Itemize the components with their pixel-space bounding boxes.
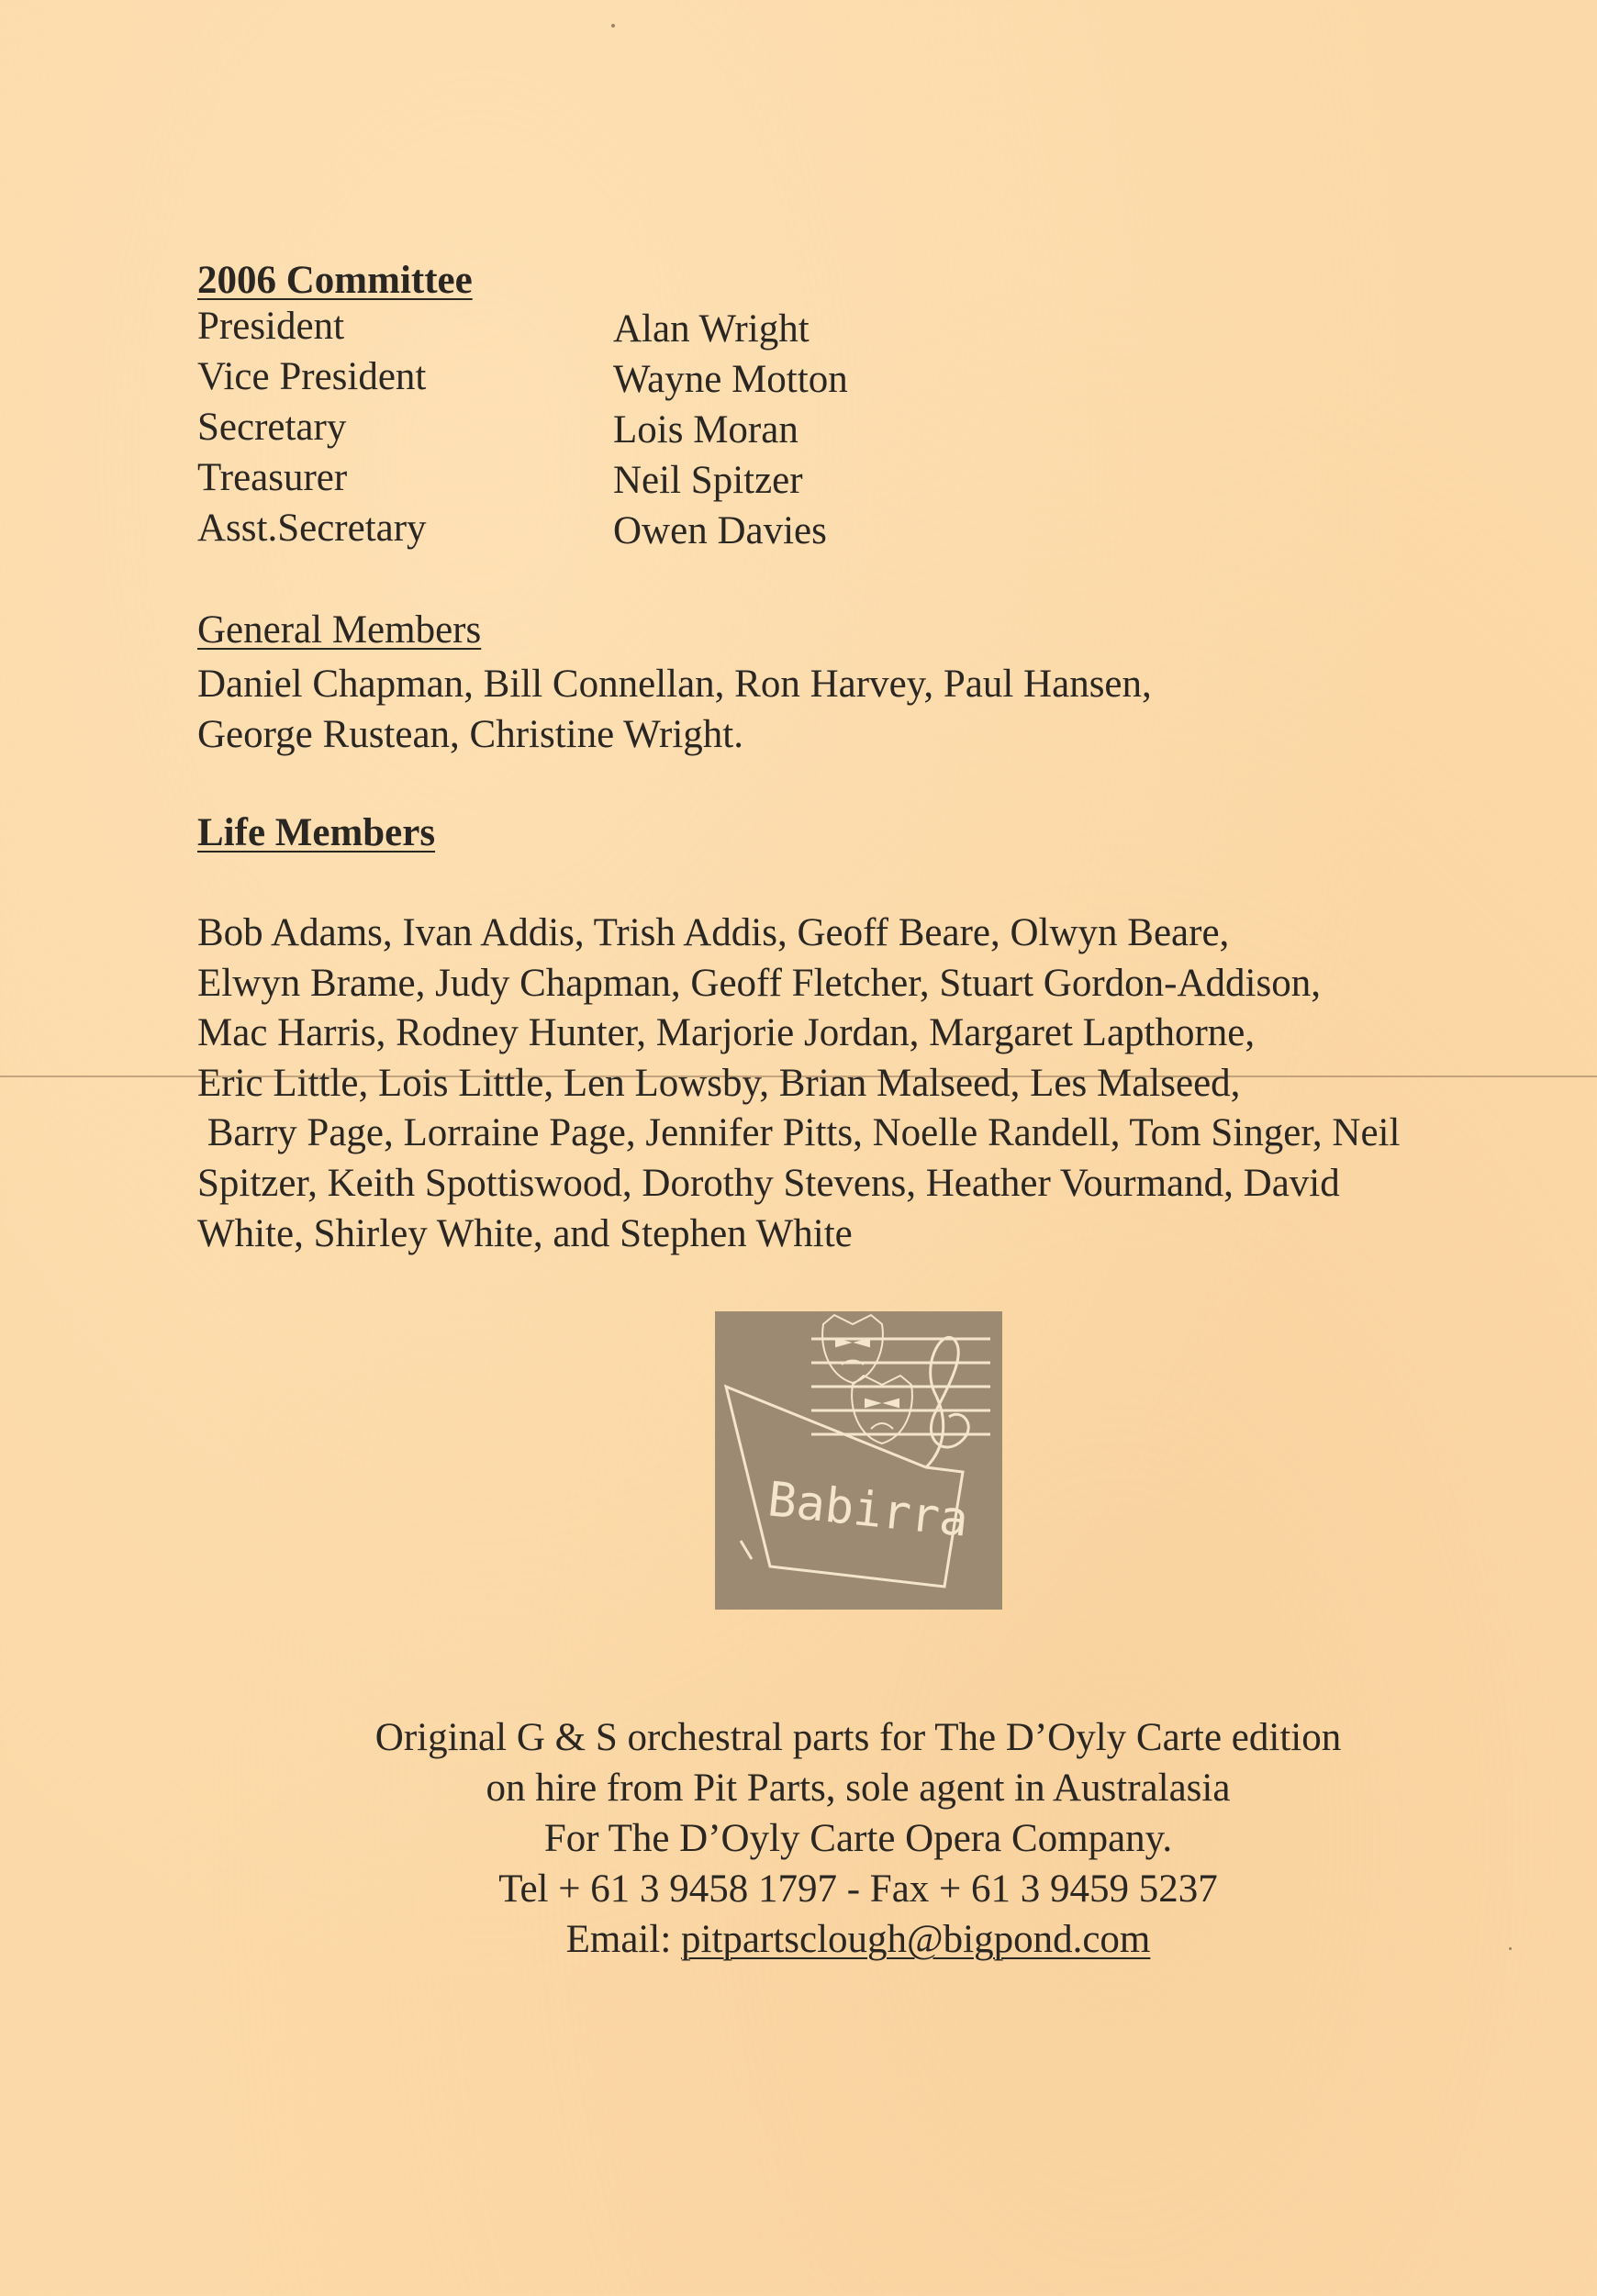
speck (611, 24, 615, 28)
general-members-line: Daniel Chapman, Bill Connellan, Ron Harvey, Paul Hansen, (197, 663, 1152, 706)
life-members-line: Bob Adams, Ivan Addis, Trish Addis, Geoff Beare, Olwyn Beare, (197, 911, 1230, 954)
life-members-line: White, Shirley White, and Stephen White (197, 1211, 853, 1255)
committee-name: Neil Spitzer (613, 459, 803, 502)
email-link[interactable]: pitpartsclough@bigpond.com (681, 1918, 1151, 1961)
committee-names-column (613, 304, 848, 556)
footer-line: on hire from Pit Parts, sole agent in Australasia (486, 1767, 1231, 1810)
committee-role: Treasurer (197, 456, 348, 499)
committee-name: Lois Moran (613, 408, 798, 451)
committee-name: Wayne Motton (613, 358, 848, 401)
life-members-line: Barry Page, Lorraine Page, Jennifer Pitts, Noelle Randell, Tom Singer, Neil (197, 1111, 1401, 1155)
general-members-heading: General Members (197, 608, 482, 652)
committee-roles-column (197, 301, 427, 553)
life-members-line: Mac Harris, Rodney Hunter, Marjorie Jordan, Margaret Lapthorne, (197, 1011, 1256, 1055)
general-members-line: George Rustean, Christine Wright. (197, 713, 744, 756)
footer-block (0, 1712, 1597, 1965)
committee-role: Vice President (197, 355, 427, 398)
email-label: Email: (565, 1918, 682, 1961)
life-members-line: Elwyn Brame, Judy Chapman, Geoff Fletcher, Stuart Gordon-Addison, (197, 961, 1321, 1005)
footer-line: Original G & S orchestral parts for The D’Oyly Carte edition (374, 1716, 1342, 1759)
general-members-list (197, 659, 1501, 760)
logo-graphic (715, 1311, 1002, 1610)
committee-name: Owen Davies (613, 509, 827, 552)
footer-email-line (0, 1914, 1597, 1965)
logo-wordmark: Babirra (765, 1472, 971, 1548)
footer-line: For The D’Oyly Carte Opera Company. (543, 1817, 1173, 1860)
life-members-list (197, 908, 1501, 1259)
life-members-line: Eric Little, Lois Little, Len Lowsby, Brian Malseed, Les Malseed, (197, 1061, 1241, 1105)
footer-line: Tel + 61 3 9458 1797 - Fax + 61 3 9459 5237 (498, 1867, 1218, 1911)
theatre-masks-music-staff-logo (715, 1311, 1002, 1610)
life-members-line: Spitzer, Keith Spottiswood, Dorothy Stevens, Heather Vourmand, David (197, 1161, 1340, 1205)
life-members-heading: Life Members (197, 811, 436, 854)
committee-role: President (197, 305, 345, 348)
committee-role: Asst.Secretary (197, 507, 427, 550)
committee-name: Alan Wright (613, 307, 810, 351)
committee-role: Secretary (197, 406, 347, 449)
committee-heading: 2006 Committee (197, 259, 473, 302)
